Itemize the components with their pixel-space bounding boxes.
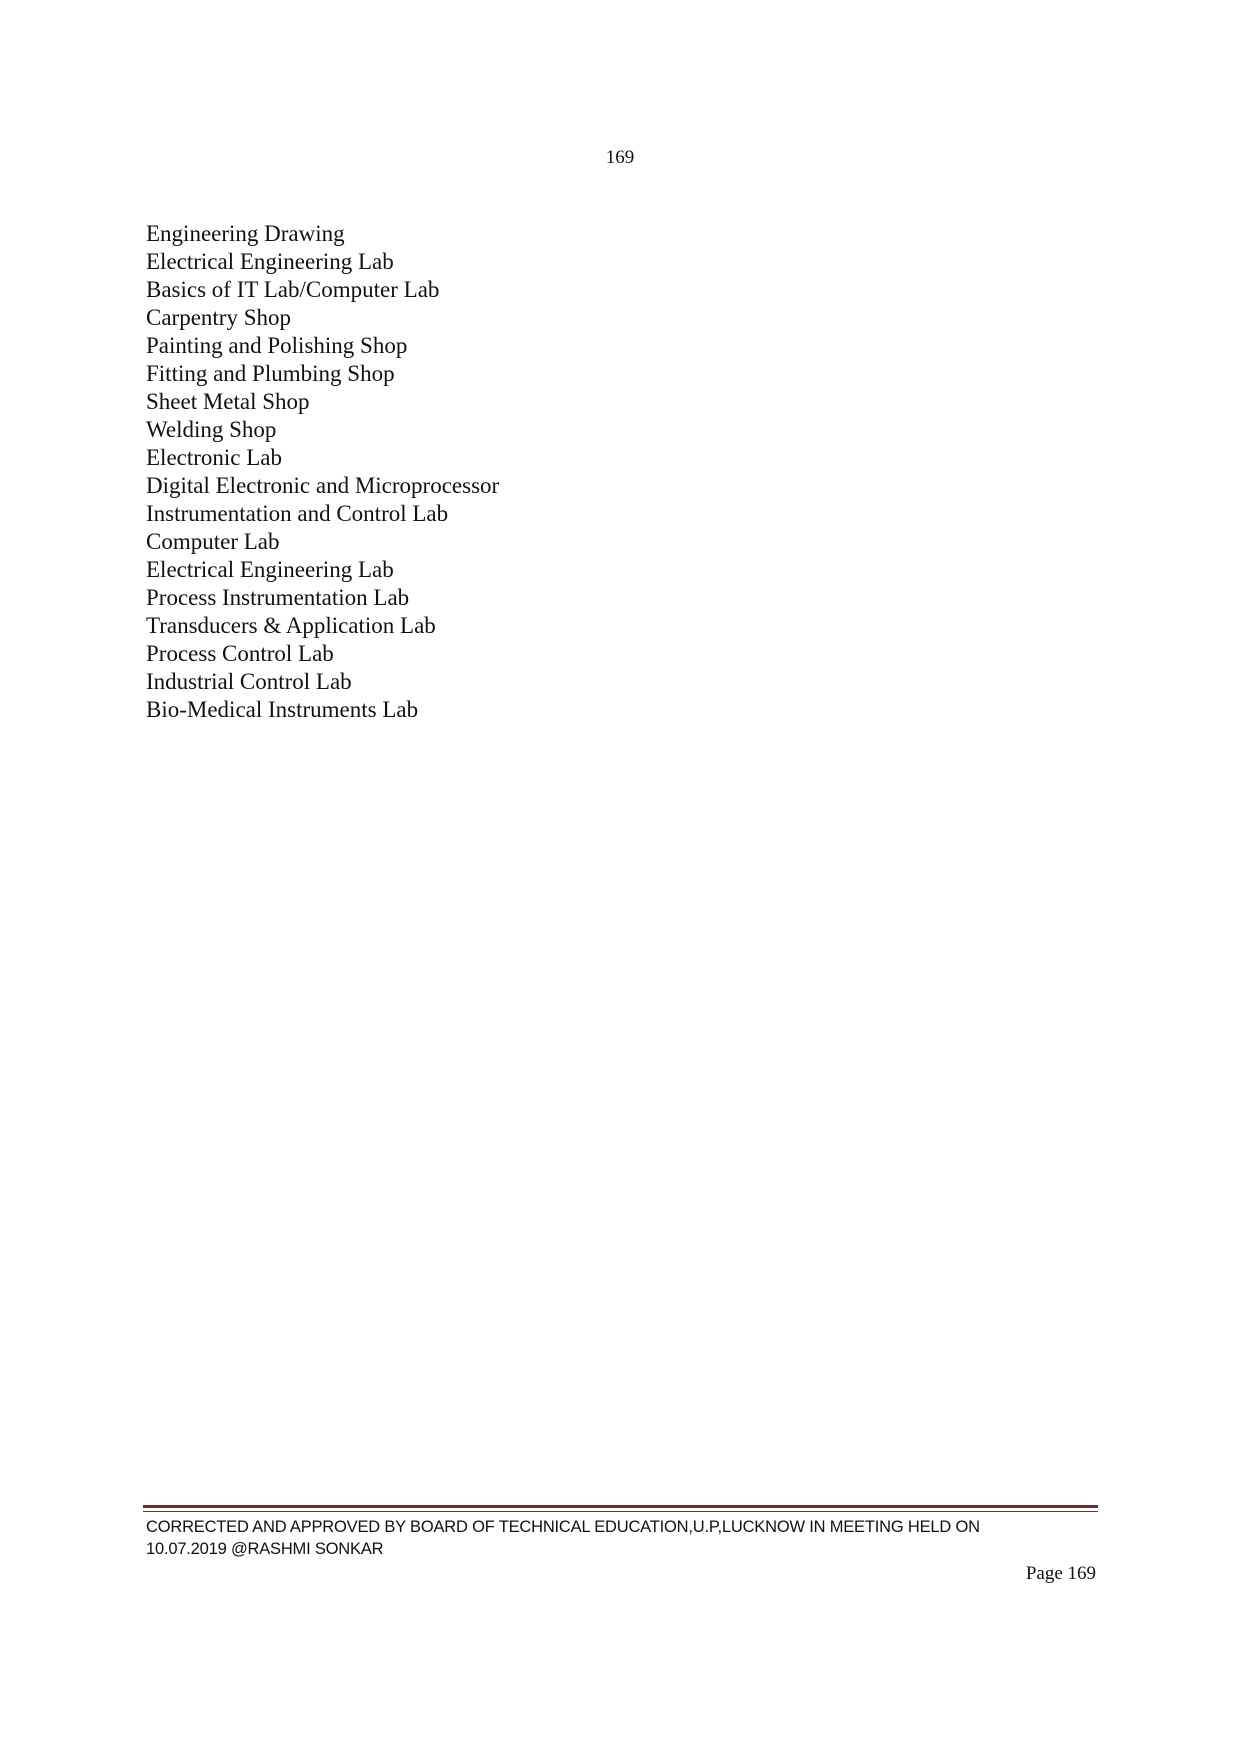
list-item: Carpentry Shop <box>146 305 292 330</box>
list-item: Process Control Lab <box>146 641 334 666</box>
list-item: Sheet Metal Shop <box>146 389 310 414</box>
list-item: Bio-Medical Instruments Lab <box>146 697 419 722</box>
footer-divider <box>143 1505 1098 1512</box>
list-item: Computer Lab <box>146 529 280 554</box>
list-item: Welding Shop <box>146 417 277 442</box>
list-item: Instrumentation and Control Lab <box>146 501 449 526</box>
footer-line-1: CORRECTED AND APPROVED BY BOARD OF TECHNICAL EDUCATION,U.P,LUCKNOW IN MEETING HELD ON <box>146 1518 980 1536</box>
list-item: Electrical Engineering Lab <box>146 249 394 274</box>
list-item: Transducers & Application Lab <box>146 613 436 638</box>
list-item: Engineering Drawing <box>146 221 345 246</box>
list-item: Fitting and Plumbing Shop <box>146 361 395 386</box>
list-item: Electrical Engineering Lab <box>146 557 394 582</box>
list-item: Basics of IT Lab/Computer Lab <box>146 277 440 302</box>
list-item: Digital Electronic and Microprocessor <box>146 473 500 498</box>
list-item: Electronic Lab <box>146 445 283 470</box>
page-number-top: 169 <box>605 147 635 168</box>
list-item: Industrial Control Lab <box>146 669 352 694</box>
footer-line-2: 10.07.2019 @RASHMI SONKAR <box>146 1540 384 1558</box>
footer-approval-note <box>146 1516 1096 1560</box>
footer-page-label: Page 169 <box>1025 1563 1096 1584</box>
lab-list <box>146 220 499 724</box>
list-item: Painting and Polishing Shop <box>146 333 408 358</box>
list-item: Process Instrumentation Lab <box>146 585 410 610</box>
